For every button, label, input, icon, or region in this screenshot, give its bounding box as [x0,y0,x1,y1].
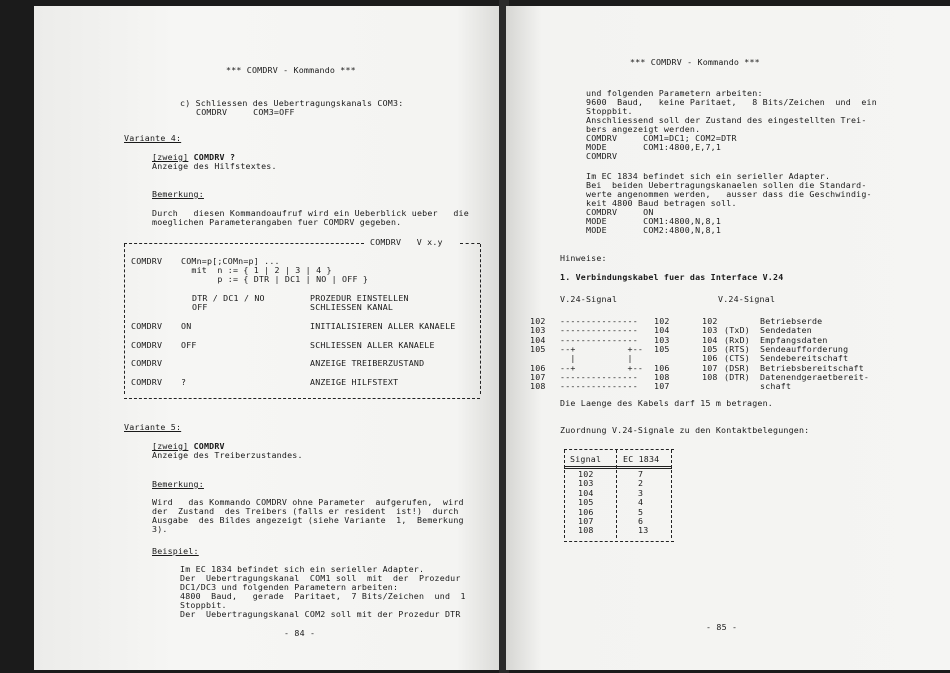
box-row-option: OFF [192,302,208,312]
cable-left-pin: 104 [530,334,546,345]
cable-left-pin: 105 [530,343,546,354]
box-title: COMDRV V x.y [370,237,443,247]
signal-number: 103 [702,325,718,336]
cable-left-pin: 102 [530,316,546,326]
signal-description: Empfangsdaten [760,334,828,345]
box-row-syntax: COMn=p[;COMn=p] ... [181,256,280,266]
signal-description: schaft [760,381,792,392]
table-cell-ec1834: 13 [638,525,649,536]
signal-description: Sendedaten [760,325,812,336]
table-cell-ec1834: 2 [638,478,644,489]
cable-wire: --+ +-- [560,362,644,373]
example-line: DC1/DC3 und folgenden Parametern arbeiten: [180,582,399,592]
cable-right-pin: 103 [654,334,670,345]
intro-line: bers angezeigt werden. [586,124,701,134]
table-cell-signal: 108 [578,525,594,536]
signal-number: 104 [702,334,718,345]
intro-line: COMDRV [586,151,618,161]
box-bottom-rule [124,398,480,399]
signal-description: Betriebserde [760,316,823,326]
table-cell-signal: 105 [578,497,594,508]
variant-5-remark-line: der Zustand des Treibers (falls er resident ist!) durch [152,506,459,516]
zweig-label: [zweig] [152,152,189,162]
table-right-rule [671,450,672,538]
cable-left-pin: 108 [530,381,546,392]
cable-right-pin: 106 [654,362,670,373]
signal-number: 102 [702,316,718,326]
paragraph-line: keit 4800 Baud betragen soll. [586,198,737,208]
intro-line: MODE COM1:4800,E,7,1 [586,142,722,152]
variant-5-heading: Variante 5: [124,422,182,432]
box-row-meaning: ANZEIGE TREIBERZUSTAND [310,358,425,368]
table-cell-signal: 102 [578,469,594,479]
signal-number: 108 [702,371,718,382]
page-header: *** COMDRV - Kommando *** [630,57,760,67]
cable-right-pin: 108 [654,371,670,382]
variant-4-heading: Variante 4: [124,133,182,143]
signal-right-title: V.24-Signal [718,294,776,304]
table-cell-ec1834: 7 [638,469,644,479]
cable-wire: --------------- [560,325,638,336]
intro-line: Stoppbit. [586,106,633,116]
signal-description: Sendebereitschaft [760,353,849,364]
variant-5-remark-line: Ausgabe des Bildes angezeigt (siehe Variante 1, Bemerkung [152,515,464,525]
notes-heading: Hinweise: [560,253,607,263]
box-row-meaning: INITIALISIEREN ALLER KANAELE [310,321,456,331]
cable-left-pin: 103 [530,325,546,336]
signal-abbreviation: (DTR) [724,371,750,382]
box-row-meaning: ANZEIGE HILFSTEXT [310,377,399,387]
variant-4-remark-line: Durch diesen Kommandoaufruf wird ein Ueberblick ueber die [152,208,469,218]
box-row-option: DTR / DC1 / NO [192,293,265,303]
box-row-meaning: SCHLIESSEN KANAL [310,302,394,312]
paragraph-line: MODE COM1:4800,N,8,1 [586,216,722,226]
cable-left-pin: 106 [530,362,546,373]
table-cell-signal: 103 [578,478,594,489]
item-c: c) Schliessen des Uebertragungskanals COM3: [180,98,404,108]
signal-number: 105 [702,343,718,354]
variant-4-remark-heading: Bemerkung: [152,189,204,199]
paragraph-line: Im EC 1834 befindet sich ein serieller Adapter. [586,171,831,181]
table-cell-ec1834: 5 [638,506,644,517]
signal-description: Datenendgeraetbereit- [760,371,870,382]
table-cell-signal: 106 [578,506,594,517]
zweig-label: [zweig] [152,441,189,451]
cable-right-pin: 104 [654,325,670,336]
example-line: Im EC 1834 befindet sich ein serieller Adapter. [180,564,425,574]
cable-wire: --------------- [560,371,638,382]
intro-line: 9600 Baud, keine Paritaet, 8 Bits/Zeichen und ein [586,97,877,107]
cable-right-pin: 107 [654,381,670,392]
box-row-command: COMDRV [131,377,163,387]
right-page [506,6,950,670]
signal-abbreviation: (CTS) [724,353,750,364]
variant-5-description: Anzeige des Treiberzustandes. [152,450,303,460]
example-line: Der Uebertragungskanal COM2 soll mit der Prozedur DTR [180,609,461,619]
box-top-rule [124,243,364,244]
box-row-meaning: PROZEDUR EINSTELLEN [310,293,409,303]
table-top-rule [564,449,674,450]
box-top-rule [460,243,480,244]
example-heading: Beispiel: [152,546,199,556]
example-line: Der Uebertragungskanal COM1 soll mit der Prozedur [180,573,461,583]
variant-4-remark-line: moeglichen Parameterangaben fuer COMDRV gegeben. [152,217,402,227]
variant-5-remark-line: 3). [152,524,168,534]
table-header-ec1834: EC 1834 [623,454,660,464]
box-row-meaning: SCHLIESSEN ALLER KANAELE [310,340,435,350]
cable-wire: --------------- [560,334,638,345]
signal-abbreviation: (RxD) [724,334,750,345]
table-bottom-rule [564,541,674,542]
command-text: COMDRV [193,441,225,451]
table-header-signal: Signal [570,454,602,464]
box-row-command: COMDRV [131,321,163,331]
signal-left-title: V.24-Signal [560,294,618,304]
table-cell-ec1834: 4 [638,497,644,508]
box-row-command: COMDRV [131,256,163,266]
variant-5-remark-heading: Bemerkung: [152,479,204,489]
paragraph-line: Bei beiden Uebertragungskanaelen sollen die Standard- [586,180,867,190]
cable-wire: --------------- [560,381,638,392]
table-cell-signal: 104 [578,487,594,498]
intro-line: COMDRV COM1=DC1; COM2=DTR [586,133,737,143]
intro-line: und folgenden Parametern arbeiten: [586,88,763,98]
variant-5-remark-line: Wird das Kommando COMDRV ohne Parameter aufgerufen, wird [152,497,464,507]
cable-right-pin: 102 [654,316,670,326]
box-row-syntax: p := { DTR | DC1 | NO | OFF } [181,274,369,284]
box-row-command: COMDRV [131,358,163,368]
paragraph-line: MODE COM2:4800,N,8,1 [586,225,722,235]
page-number: - 85 - [706,622,738,632]
box-row-syntax: mit n := { 1 | 2 | 3 | 4 } [181,265,332,275]
page-header: *** COMDRV - Kommando *** [226,65,356,75]
left-page [34,6,504,670]
signal-abbreviation: (TxD) [724,325,750,336]
signal-abbreviation: (DSR) [724,362,750,373]
box-right-rule [480,244,481,394]
cable-wire: | | [560,353,644,364]
cable-left-pin: 107 [530,371,546,382]
variant-4-description: Anzeige des Hilfstextes. [152,161,277,171]
table-column-rule [616,450,617,538]
command-text: COMDRV ? [193,152,236,162]
box-row-option: ? [181,377,187,387]
box-row-option: ON [181,321,192,331]
box-left-rule [124,244,125,394]
cable-right-pin: 105 [654,343,670,354]
signal-number: 106 [702,353,718,364]
table-cell-ec1834: 6 [638,516,644,526]
cable-wire: --------------- [560,316,638,326]
signal-description: Betriebsbereitschaft [760,362,864,373]
box-row-command: COMDRV [131,340,163,350]
cable-wire: --+ +-- [560,343,644,354]
table-left-rule [564,450,565,538]
example-line: Stoppbit. [180,600,227,610]
paragraph-line: werte angenommen werden, ausser dass die Geschwindig- [586,189,872,199]
page-number: - 84 - [284,628,316,638]
signal-number: 107 [702,362,718,373]
signal-abbreviation: (RTS) [724,343,750,354]
note-1: 1. Verbindungskabel fuer das Interface V.24 [560,272,784,282]
item-c-command: COMDRV COM3=OFF [196,107,295,117]
example-line: 4800 Baud, gerade Paritaet, 7 Bits/Zeichen und 1 [180,591,466,601]
paragraph-line: COMDRV ON [586,207,654,217]
table-cell-ec1834: 3 [638,487,644,498]
box-row-option: OFF [181,340,197,350]
intro-line: Anschliessend soll der Zustand des eingestellten Trei- [586,115,867,125]
assignment-heading: Zuordnung V.24-Signale zu den Kontaktbelegungen: [560,425,810,435]
cable-length-note: Die Laenge des Kabels darf 15 m betragen. [560,398,774,408]
table-cell-signal: 107 [578,516,594,526]
signal-description: Sendeaufforderung [760,343,849,354]
